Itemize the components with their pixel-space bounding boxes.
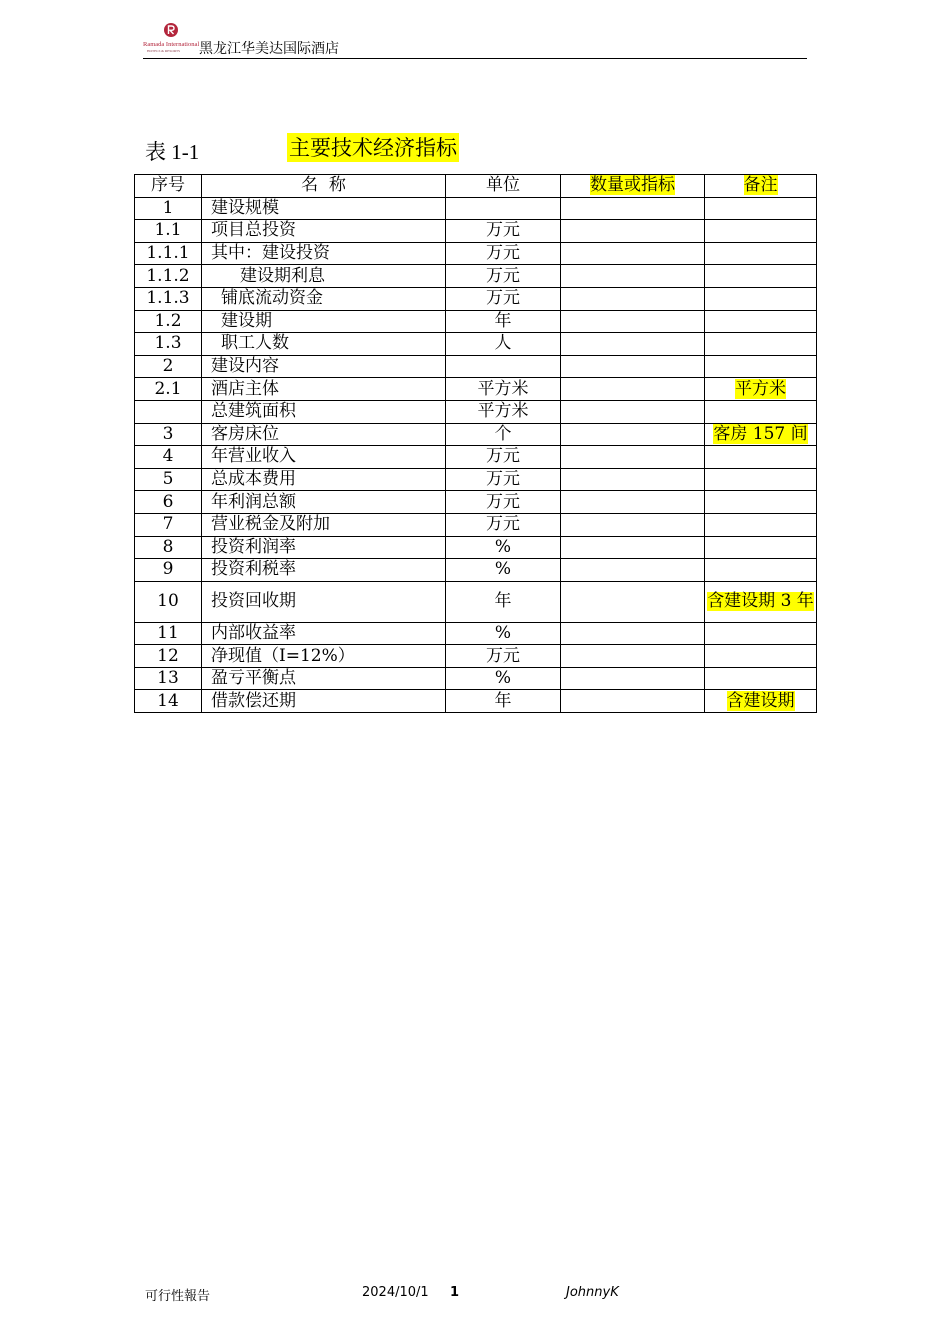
row-quantity xyxy=(561,242,705,265)
row-name: 年利润总额 xyxy=(202,491,446,514)
header-no: 序号 xyxy=(135,175,202,198)
row-quantity xyxy=(561,559,705,582)
table-row xyxy=(135,423,817,446)
row-unit: 万元 xyxy=(446,287,561,310)
row-no: 6 xyxy=(135,491,202,514)
table-row xyxy=(135,491,817,514)
row-name: 总成本费用 xyxy=(202,468,446,491)
row-unit: % xyxy=(446,622,561,645)
row-unit: 平方米 xyxy=(446,378,561,401)
row-quantity xyxy=(561,220,705,243)
row-quantity xyxy=(561,536,705,559)
row-name: 铺底流动资金 xyxy=(202,287,446,310)
row-name: 建设期 xyxy=(202,310,446,333)
row-unit: 年 xyxy=(446,690,561,713)
row-note xyxy=(705,265,817,288)
table-row xyxy=(135,355,817,378)
row-unit: 年 xyxy=(446,310,561,333)
row-name: 净现值（I=12%） xyxy=(202,645,446,668)
row-name: 盈亏平衡点 xyxy=(202,667,446,690)
row-unit: 万元 xyxy=(446,468,561,491)
table-row xyxy=(135,622,817,645)
row-note xyxy=(705,513,817,536)
header-quantity-text: 数量或指标 xyxy=(590,175,675,196)
ramada-logo xyxy=(143,22,199,54)
row-no: 1.3 xyxy=(135,333,202,356)
row-no: 9 xyxy=(135,559,202,582)
row-note xyxy=(705,423,817,446)
table-row xyxy=(135,242,817,265)
row-no: 8 xyxy=(135,536,202,559)
row-quantity xyxy=(561,197,705,220)
row-quantity xyxy=(561,446,705,469)
row-no: 12 xyxy=(135,645,202,668)
row-quantity xyxy=(561,622,705,645)
table-row xyxy=(135,581,817,622)
row-quantity xyxy=(561,310,705,333)
row-quantity xyxy=(561,378,705,401)
row-note xyxy=(705,197,817,220)
row-no: 2 xyxy=(135,355,202,378)
row-no: 14 xyxy=(135,690,202,713)
row-note xyxy=(705,491,817,514)
row-no: 1 xyxy=(135,197,202,220)
row-note xyxy=(705,667,817,690)
row-no: 7 xyxy=(135,513,202,536)
table-row xyxy=(135,645,817,668)
header-unit: 单位 xyxy=(446,175,561,198)
row-no: 3 xyxy=(135,423,202,446)
table-row xyxy=(135,468,817,491)
row-name: 投资回收期 xyxy=(202,581,446,622)
header-note-text: 备注 xyxy=(743,175,778,196)
row-note-text: 平方米 xyxy=(735,378,786,399)
row-name: 其中：建设投资 xyxy=(202,242,446,265)
row-unit: 万元 xyxy=(446,491,561,514)
footer-date: 2024/10/1 xyxy=(362,1285,429,1300)
row-no: 1.1.2 xyxy=(135,265,202,288)
row-note xyxy=(705,645,817,668)
row-name: 建设期利息 xyxy=(202,265,446,288)
row-quantity xyxy=(561,468,705,491)
row-name: 职工人数 xyxy=(202,333,446,356)
row-quantity xyxy=(561,667,705,690)
header-quantity xyxy=(561,175,705,198)
row-name: 投资利税率 xyxy=(202,559,446,582)
table-row xyxy=(135,333,817,356)
table-row xyxy=(135,220,817,243)
row-name: 客房床位 xyxy=(202,423,446,446)
table-row xyxy=(135,310,817,333)
table-header-row xyxy=(135,175,817,198)
row-quantity xyxy=(561,581,705,622)
row-note xyxy=(705,378,817,401)
table-row xyxy=(135,559,817,582)
table-row xyxy=(135,667,817,690)
table-row xyxy=(135,690,817,713)
table-row xyxy=(135,287,817,310)
row-note xyxy=(705,581,817,622)
row-unit: 年 xyxy=(446,581,561,622)
row-no: 10 xyxy=(135,581,202,622)
footer-author: JohnnyK xyxy=(566,1285,619,1300)
row-note xyxy=(705,559,817,582)
row-name: 营业税金及附加 xyxy=(202,513,446,536)
row-unit: 人 xyxy=(446,333,561,356)
row-quantity xyxy=(561,333,705,356)
row-name: 建设规模 xyxy=(202,197,446,220)
row-quantity xyxy=(561,400,705,423)
row-unit: 平方米 xyxy=(446,400,561,423)
row-name: 建设内容 xyxy=(202,355,446,378)
row-name: 酒店主体 xyxy=(202,378,446,401)
row-name: 内部收益率 xyxy=(202,622,446,645)
table-row xyxy=(135,513,817,536)
row-quantity xyxy=(561,690,705,713)
row-no xyxy=(135,400,202,423)
logo-subtext: HOTELS & RESORTS xyxy=(147,49,181,53)
ramada-r-icon xyxy=(163,22,179,40)
row-no: 11 xyxy=(135,622,202,645)
header-note xyxy=(705,175,817,198)
row-note xyxy=(705,355,817,378)
row-name: 年营业收入 xyxy=(202,446,446,469)
table-row xyxy=(135,400,817,423)
indicators-table xyxy=(134,174,817,713)
row-unit xyxy=(446,355,561,378)
row-note xyxy=(705,468,817,491)
table-title: 主要技术经济指标 xyxy=(287,133,459,162)
row-name: 项目总投资 xyxy=(202,220,446,243)
footer-doc-type: 可行性報告 xyxy=(145,1289,211,1304)
row-unit: 万元 xyxy=(446,265,561,288)
row-no: 1.1.1 xyxy=(135,242,202,265)
row-unit: 万元 xyxy=(446,513,561,536)
row-note xyxy=(705,622,817,645)
row-no: 2.1 xyxy=(135,378,202,401)
row-note xyxy=(705,333,817,356)
row-name: 借款偿还期 xyxy=(202,690,446,713)
row-quantity xyxy=(561,491,705,514)
row-note xyxy=(705,536,817,559)
row-unit: 个 xyxy=(446,423,561,446)
row-unit: 万元 xyxy=(446,645,561,668)
row-quantity xyxy=(561,265,705,288)
row-no: 1.2 xyxy=(135,310,202,333)
row-no: 4 xyxy=(135,446,202,469)
row-quantity xyxy=(561,645,705,668)
row-note xyxy=(705,690,817,713)
table-row xyxy=(135,536,817,559)
row-quantity xyxy=(561,513,705,536)
row-quantity xyxy=(561,355,705,378)
logo-text: Ramada International xyxy=(143,41,200,48)
page-header xyxy=(143,20,807,59)
row-unit: % xyxy=(446,536,561,559)
row-unit xyxy=(446,197,561,220)
row-note xyxy=(705,400,817,423)
table-number: 表 1-1 xyxy=(145,140,200,164)
row-note xyxy=(705,220,817,243)
row-unit: 万元 xyxy=(446,242,561,265)
header-name: 名 称 xyxy=(202,175,446,198)
row-no: 5 xyxy=(135,468,202,491)
row-note xyxy=(705,310,817,333)
row-note xyxy=(705,287,817,310)
row-quantity xyxy=(561,287,705,310)
row-quantity xyxy=(561,423,705,446)
row-note xyxy=(705,242,817,265)
row-unit: 万元 xyxy=(446,446,561,469)
row-note-text: 含建设期 xyxy=(726,690,795,711)
row-no: 1.1.3 xyxy=(135,287,202,310)
table-row xyxy=(135,446,817,469)
row-no: 1.1 xyxy=(135,220,202,243)
footer-page-number: 1 xyxy=(450,1285,460,1300)
row-no: 13 xyxy=(135,667,202,690)
row-note-text: 客房 157 间 xyxy=(713,423,808,444)
row-unit: 万元 xyxy=(446,220,561,243)
table-row xyxy=(135,265,817,288)
row-note-text: 含建设期 3 年 xyxy=(707,591,814,612)
row-unit: % xyxy=(446,559,561,582)
row-name: 投资利润率 xyxy=(202,536,446,559)
row-note xyxy=(705,446,817,469)
hotel-name: 黑龙江华美达国际酒店 xyxy=(199,41,339,57)
row-name: 总建筑面积 xyxy=(202,400,446,423)
row-unit: % xyxy=(446,667,561,690)
table-row xyxy=(135,378,817,401)
table-row xyxy=(135,197,817,220)
